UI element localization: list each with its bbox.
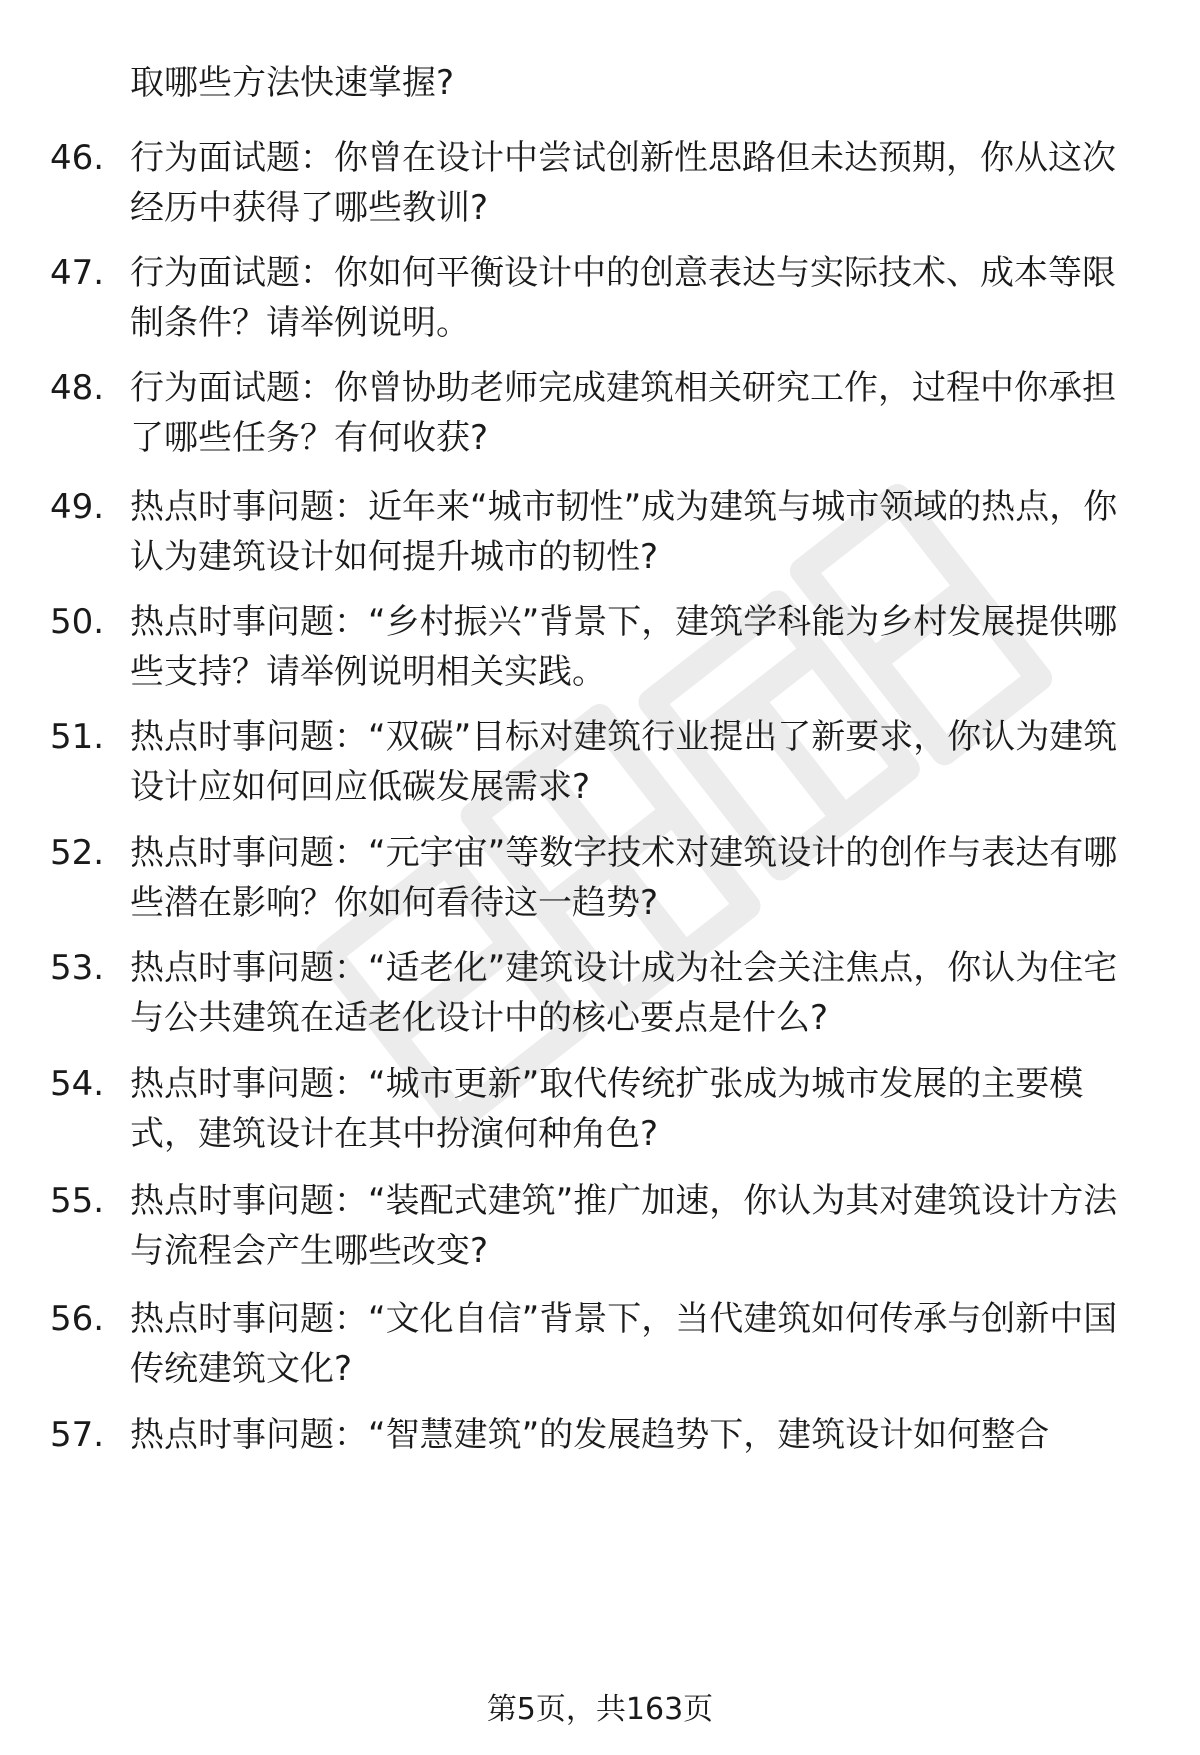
question-text: 行为面试题：你如何平衡设计中的创意表达与实际技术、成本等限制条件？请举例说明。 bbox=[130, 253, 1116, 343]
question-number: 49. bbox=[50, 487, 105, 527]
question-text: 热点时事问题：“文化自信”背景下，当代建筑如何传承与创新中国传统建筑文化? bbox=[130, 1299, 1118, 1389]
question-text: 行为面试题：你曾在设计中尝试创新性思路但未达预期，你从这次经历中获得了哪些教训? bbox=[130, 138, 1116, 228]
list-item bbox=[0, 597, 1200, 707]
list-item bbox=[0, 712, 1200, 822]
question-number: 51. bbox=[50, 717, 105, 757]
question-number: 57. bbox=[50, 1415, 105, 1455]
list-item bbox=[0, 1294, 1200, 1404]
question-number: 56. bbox=[50, 1299, 105, 1339]
page-footer: 第5页，共163页 bbox=[486, 1692, 714, 1727]
question-text: 行为面试题：你曾协助老师完成建筑相关研究工作，过程中你承担了哪些任务？有何收获? bbox=[130, 368, 1116, 458]
list-item bbox=[0, 363, 1200, 473]
question-text: 热点时事问题：近年来“城市韧性”成为建筑与城市领域的热点，你认为建筑设计如何提升城市的韧性? bbox=[130, 487, 1118, 577]
question-number: 46. bbox=[50, 138, 105, 178]
question-number: 47. bbox=[50, 253, 105, 293]
list-item bbox=[0, 943, 1200, 1053]
question-number: 52. bbox=[50, 833, 105, 873]
question-text: 热点时事问题：“适老化”建筑设计成为社会关注焦点，你认为住宅与公共建筑在适老化设计中的核心要点是什么? bbox=[130, 948, 1118, 1038]
question-number: 48. bbox=[50, 368, 105, 408]
list-item bbox=[0, 133, 1200, 243]
question-text: 热点时事问题：“智慧建筑”的发展趋势下，建筑设计如何整合 bbox=[130, 1415, 1050, 1455]
list-item bbox=[0, 1410, 1200, 1520]
list-item bbox=[0, 248, 1200, 358]
question-text: 热点时事问题：“城市更新”取代传统扩张成为城市发展的主要模式，建筑设计在其中扮演何种角色? bbox=[130, 1064, 1084, 1154]
continuation-text: 取哪些方法快速掌握? bbox=[130, 63, 455, 103]
question-number: 54. bbox=[50, 1064, 105, 1104]
list-item bbox=[0, 1176, 1200, 1286]
question-text: 热点时事问题：“装配式建筑”推广加速，你认为其对建筑设计方法与流程会产生哪些改变? bbox=[130, 1181, 1118, 1271]
question-number: 53. bbox=[50, 948, 105, 988]
question-text: 热点时事问题：“双碳”目标对建筑行业提出了新要求，你认为建筑设计应如何回应低碳发展需求? bbox=[130, 717, 1118, 807]
list-item bbox=[0, 482, 1200, 592]
question-number: 55. bbox=[50, 1181, 105, 1221]
question-text: 热点时事问题：“乡村振兴”背景下，建筑学科能为乡村发展提供哪些支持？请举例说明相关实践。 bbox=[130, 602, 1118, 692]
question-number: 50. bbox=[50, 602, 105, 642]
list-item bbox=[0, 1059, 1200, 1169]
list-item bbox=[0, 828, 1200, 938]
question-text: 热点时事问题：“元宇宙”等数字技术对建筑设计的创作与表达有哪些潜在影响？你如何看待这一趋势? bbox=[130, 833, 1118, 923]
